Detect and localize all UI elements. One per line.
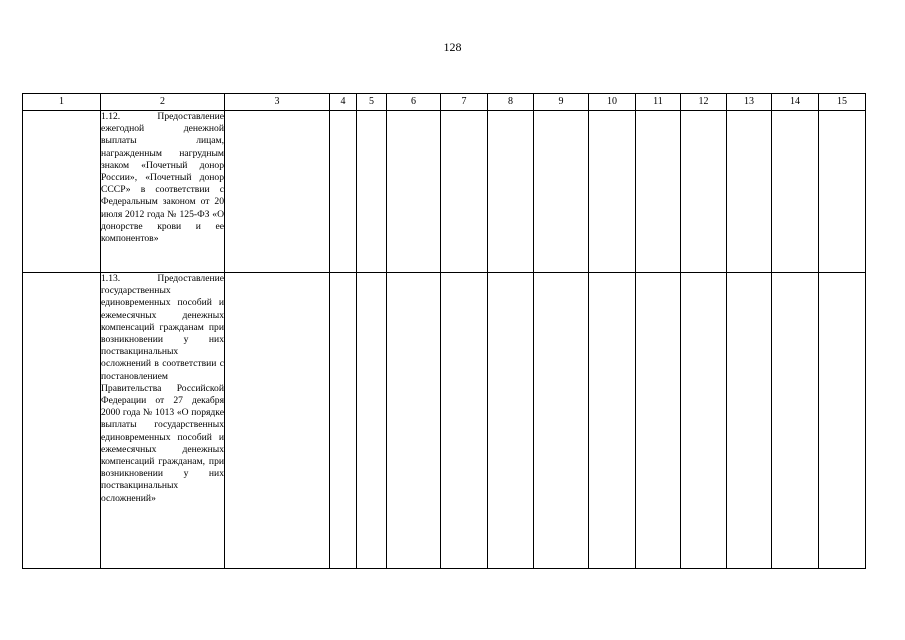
column-header-12: 12: [681, 94, 727, 111]
table-cell: [357, 111, 387, 273]
table-cell: [727, 111, 772, 273]
table-cell: [357, 273, 387, 569]
table-cell: [636, 273, 681, 569]
page-number: 128: [443, 40, 462, 54]
table-cell: [387, 273, 441, 569]
table-cell: [441, 273, 488, 569]
column-header-9: 9: [534, 94, 589, 111]
table-cell: [225, 111, 330, 273]
table-cell: [772, 111, 819, 273]
row-description-text: 1.13. Предоставление государственных единовременных пособий и ежемесячных денежных компенсаций гражданам при возникновении у них поствакцинальных осложнений в соответствии с постановлением Правительства Российской Федерации от 27 декабря 2000 года № 1013 «О порядке выплаты государственных единовременных пособий и ежемесячных денежных компенсаций гражданам, при возникновении у них поствакцинальных осложнений»: [101, 273, 224, 504]
table-cell: [23, 273, 101, 569]
column-header-15: 15: [819, 94, 866, 111]
table-cell: [681, 111, 727, 273]
table-cell: [636, 111, 681, 273]
header-row: [23, 94, 866, 111]
table-row: [23, 273, 866, 569]
table-cell: [488, 111, 534, 273]
table-cell: [488, 273, 534, 569]
table-cell: [772, 273, 819, 569]
row-description: [101, 273, 225, 569]
table-cell: [330, 111, 357, 273]
column-header-7: 7: [441, 94, 488, 111]
table-row: [23, 111, 866, 273]
row-description: [101, 111, 225, 273]
row-description-text: 1.12. Предоставление ежегодной денежной выплаты лицам, награжденным нагрудным знаком «Почетный донор России», «Почетный донор СССР» в соответствии с Федеральным законом от 20 июля 2012 года № 125-ФЗ «О донорстве крови и ее компонентов»: [101, 111, 224, 245]
data-table: [22, 93, 866, 569]
table-cell: [819, 273, 866, 569]
column-header-3: 3: [225, 94, 330, 111]
table-cell: [225, 273, 330, 569]
column-header-11: 11: [636, 94, 681, 111]
table-cell: [387, 111, 441, 273]
table-cell: [819, 111, 866, 273]
table-cell: [441, 111, 488, 273]
column-header-2: 2: [101, 94, 225, 111]
table-cell: [534, 273, 589, 569]
table-cell: [589, 111, 636, 273]
table-cell: [589, 273, 636, 569]
column-header-6: 6: [387, 94, 441, 111]
table-cell: [681, 273, 727, 569]
column-header-1: 1: [23, 94, 101, 111]
table-cell: [23, 111, 101, 273]
column-header-10: 10: [589, 94, 636, 111]
column-header-13: 13: [727, 94, 772, 111]
table-cell: [534, 111, 589, 273]
column-header-4: 4: [330, 94, 357, 111]
column-header-5: 5: [357, 94, 387, 111]
table-cell: [330, 273, 357, 569]
column-header-8: 8: [488, 94, 534, 111]
column-header-14: 14: [772, 94, 819, 111]
table-cell: [727, 273, 772, 569]
